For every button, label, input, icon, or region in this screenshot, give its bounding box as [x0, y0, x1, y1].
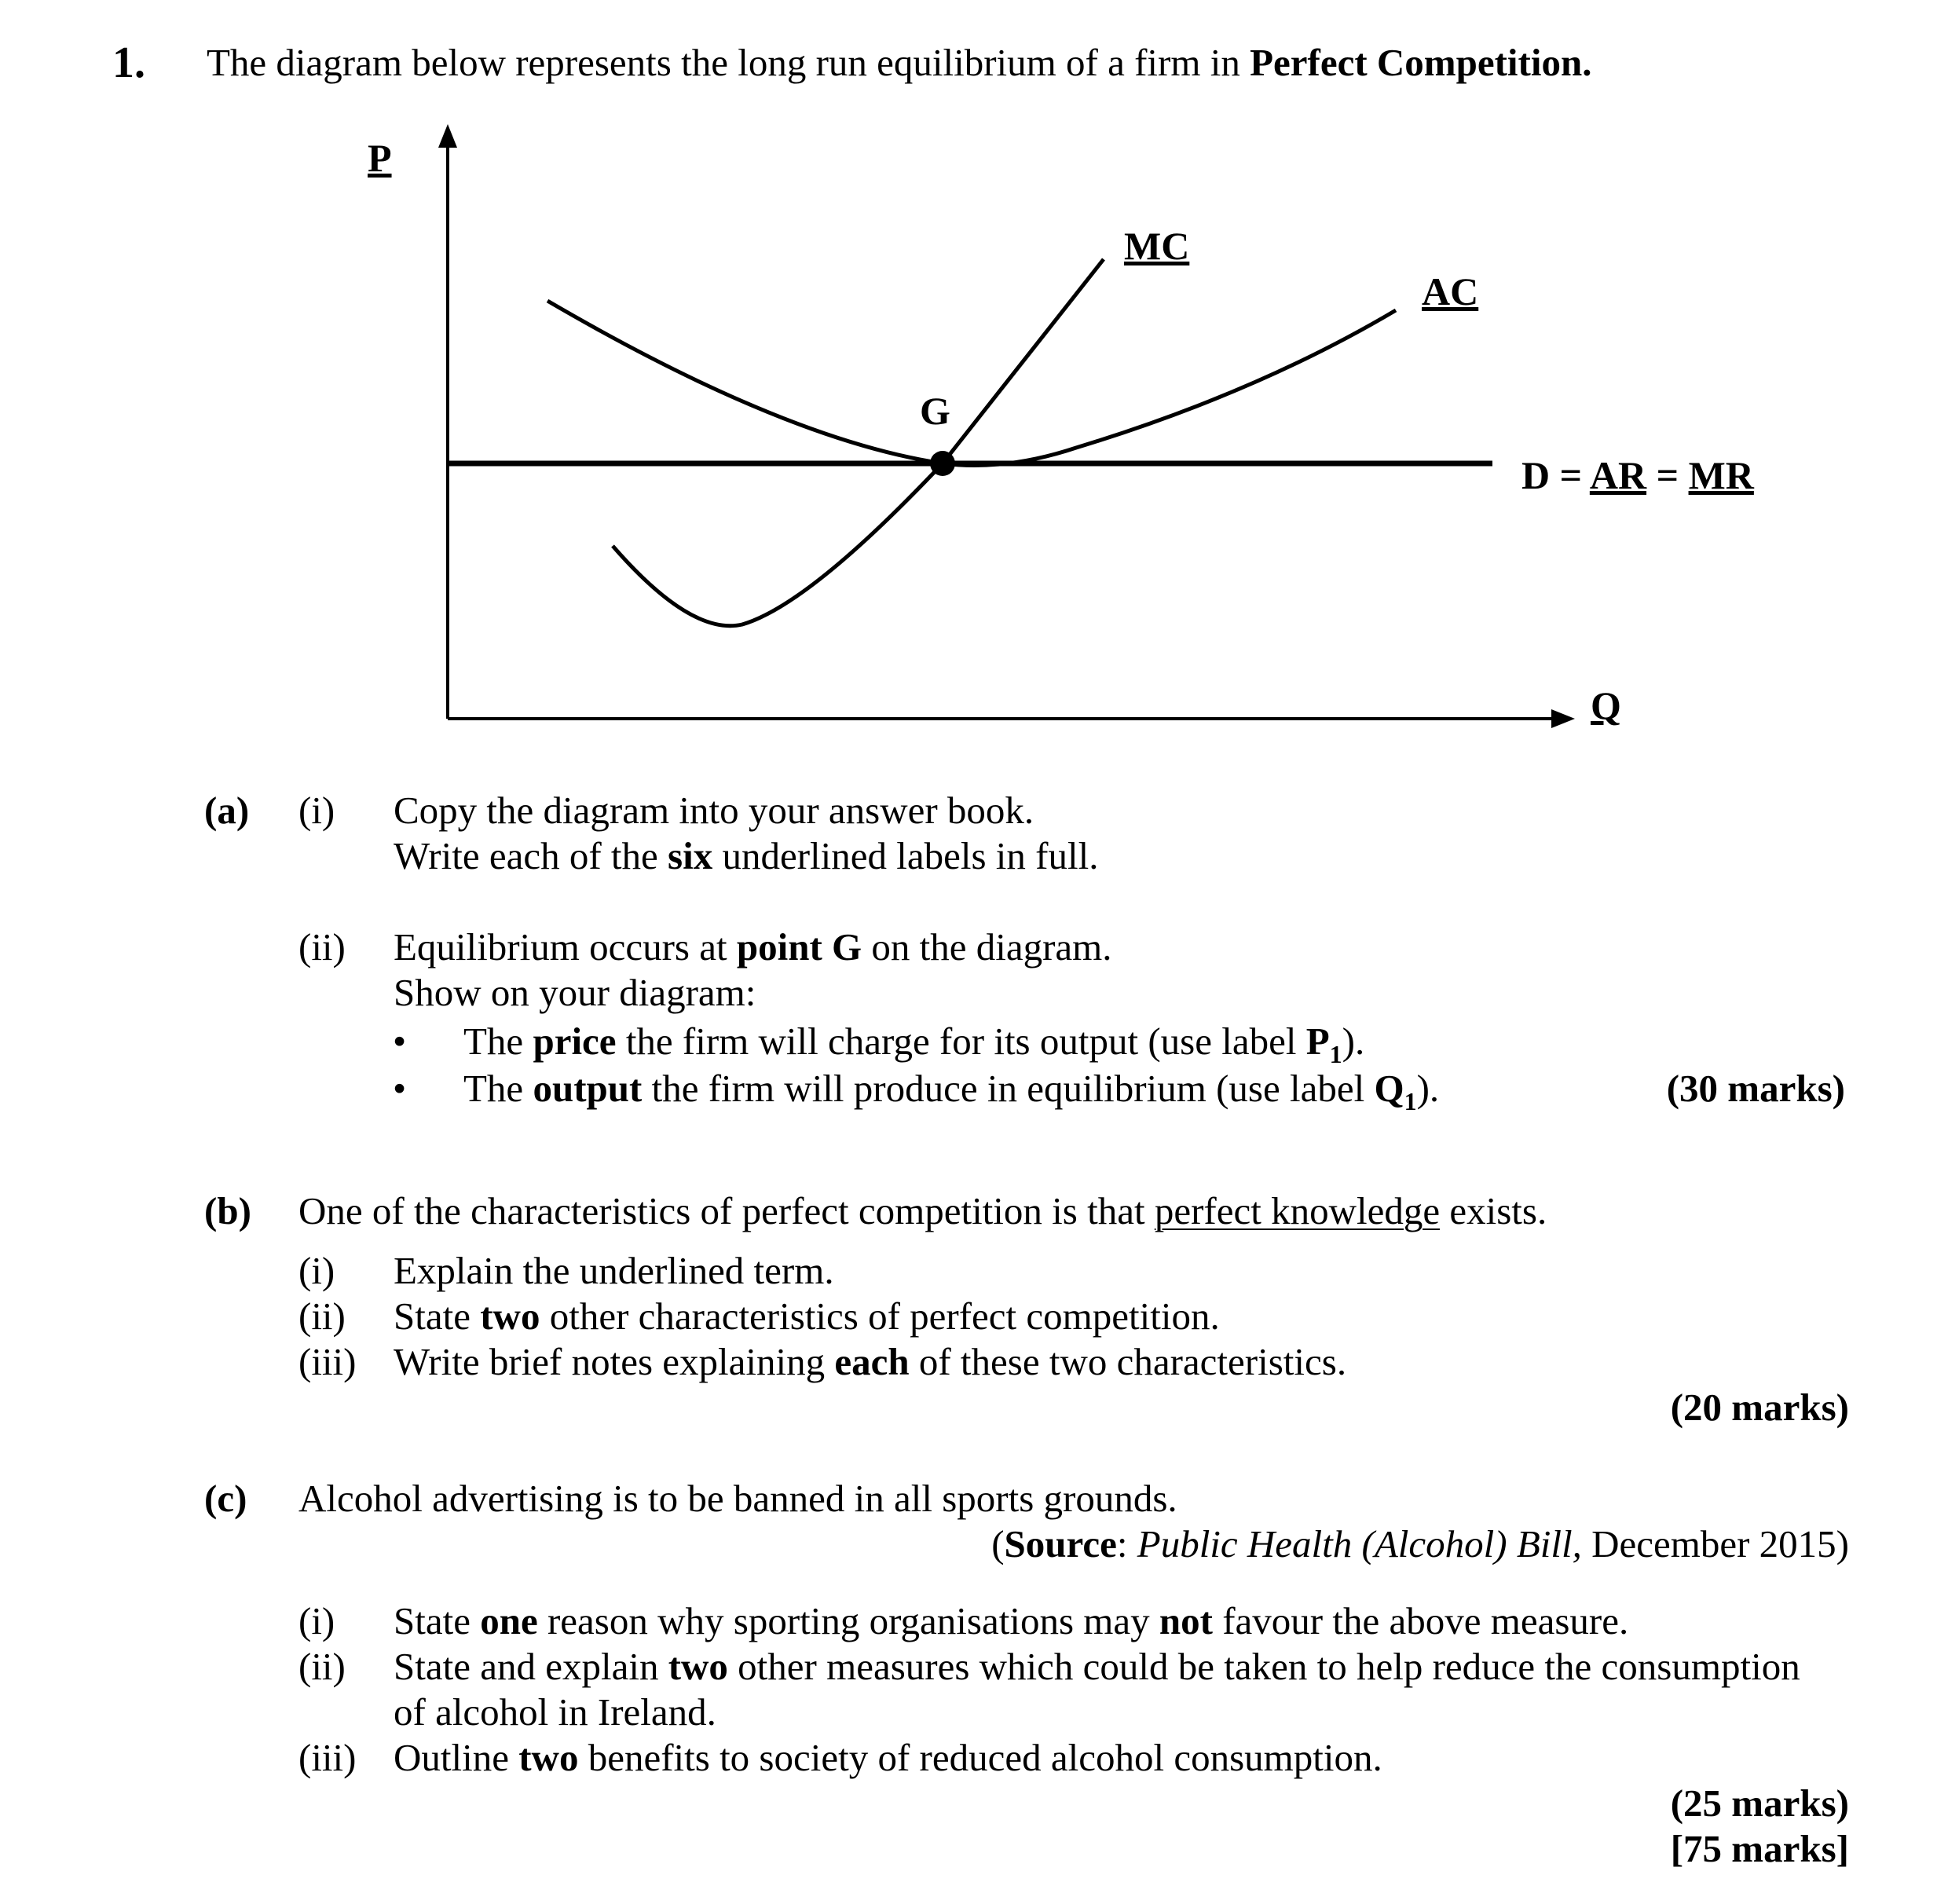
total-marks: [75 marks]	[1670, 1827, 1849, 1870]
part-b-label: (b)	[204, 1189, 251, 1232]
part-a-bullet-price: The price the firm will charge for its output (use label $P_1$).	[463, 1020, 1365, 1068]
part-c-i-text: State one reason why sporting organisations may not favour the above measure.	[394, 1599, 1629, 1642]
ac-curve	[547, 301, 1396, 466]
part-b-intro: One of the characteristics of perfect competition is that perfect knowledge exists.	[298, 1189, 1547, 1232]
part-b-iii-text: Write brief notes explaining each of these two characteristics.	[394, 1340, 1347, 1383]
part-b-iii-label: (iii)	[298, 1340, 357, 1383]
mr-label: MR	[1688, 453, 1754, 497]
part-a-i-label: (i)	[298, 789, 335, 832]
ar-label: AR	[1589, 453, 1647, 497]
part-b-ii-text: State two other characteristics of perfect competition.	[394, 1294, 1220, 1338]
part-c-ii-text: State and explain two other measures which could be taken to help reduce the consumption	[394, 1645, 1800, 1688]
part-a-marks: (30 marks)	[1666, 1067, 1845, 1110]
part-b-i-label: (i)	[298, 1249, 335, 1292]
part-b-i-text: Explain the underlined term.	[394, 1249, 834, 1292]
part-c-label: (c)	[204, 1477, 247, 1520]
part-b-ii-label: (ii)	[298, 1294, 346, 1338]
question-intro: The diagram below represents the long run equilibrium of a firm in Perfect Competition.	[207, 41, 1592, 84]
part-c-marks: (25 marks)	[1670, 1781, 1849, 1825]
part-a-bullet-output: The output the firm will produce in equilibrium (use label $Q_1$).	[463, 1067, 1440, 1115]
part-a-ii-label: (ii)	[298, 925, 346, 968]
point-g-label: G	[920, 389, 950, 433]
part-a-ii-line2: Show on your diagram:	[394, 971, 756, 1014]
perfect-competition-diagram	[0, 0, 1948, 785]
x-axis-label: Q	[1591, 683, 1621, 727]
demand-label-equals: =	[1646, 453, 1689, 497]
part-a-ii-line1: Equilibrium occurs at point G on the diagram.	[394, 925, 1112, 968]
part-c-iii-label: (iii)	[298, 1736, 357, 1779]
part-c-source: (Source: Public Health (Alcohol) Bill, December 2015)	[991, 1522, 1849, 1565]
question-number: 1.	[112, 38, 145, 87]
part-a-label: (a)	[204, 789, 250, 832]
mc-label: MC	[1124, 224, 1190, 268]
y-axis-arrowhead	[438, 124, 457, 148]
demand-label	[1521, 453, 1755, 497]
y-axis-label: P	[368, 136, 392, 180]
part-c-ii-label: (ii)	[298, 1645, 346, 1688]
demand-label-prefix: D =	[1521, 453, 1590, 497]
part-c-ii-line2: of alcohol in Ireland.	[394, 1690, 716, 1734]
part-a-i-line2: Write each of the six underlined labels in full.	[394, 834, 1099, 877]
part-c-i-label: (i)	[298, 1599, 335, 1642]
bullet-dot-1: •	[393, 1020, 407, 1063]
part-b-marks: (20 marks)	[1670, 1386, 1849, 1429]
part-c-iii-text: Outline two benefits to society of reduced alcohol consumption.	[394, 1736, 1382, 1779]
x-axis-arrowhead	[1551, 709, 1575, 728]
ac-label: AC	[1422, 269, 1479, 313]
part-c-intro: Alcohol advertising is to be banned in all sports grounds.	[298, 1477, 1177, 1520]
part-a-i-line1: Copy the diagram into your answer book.	[394, 789, 1034, 832]
equilibrium-point-g	[930, 451, 955, 476]
bullet-dot-2: •	[393, 1067, 407, 1110]
